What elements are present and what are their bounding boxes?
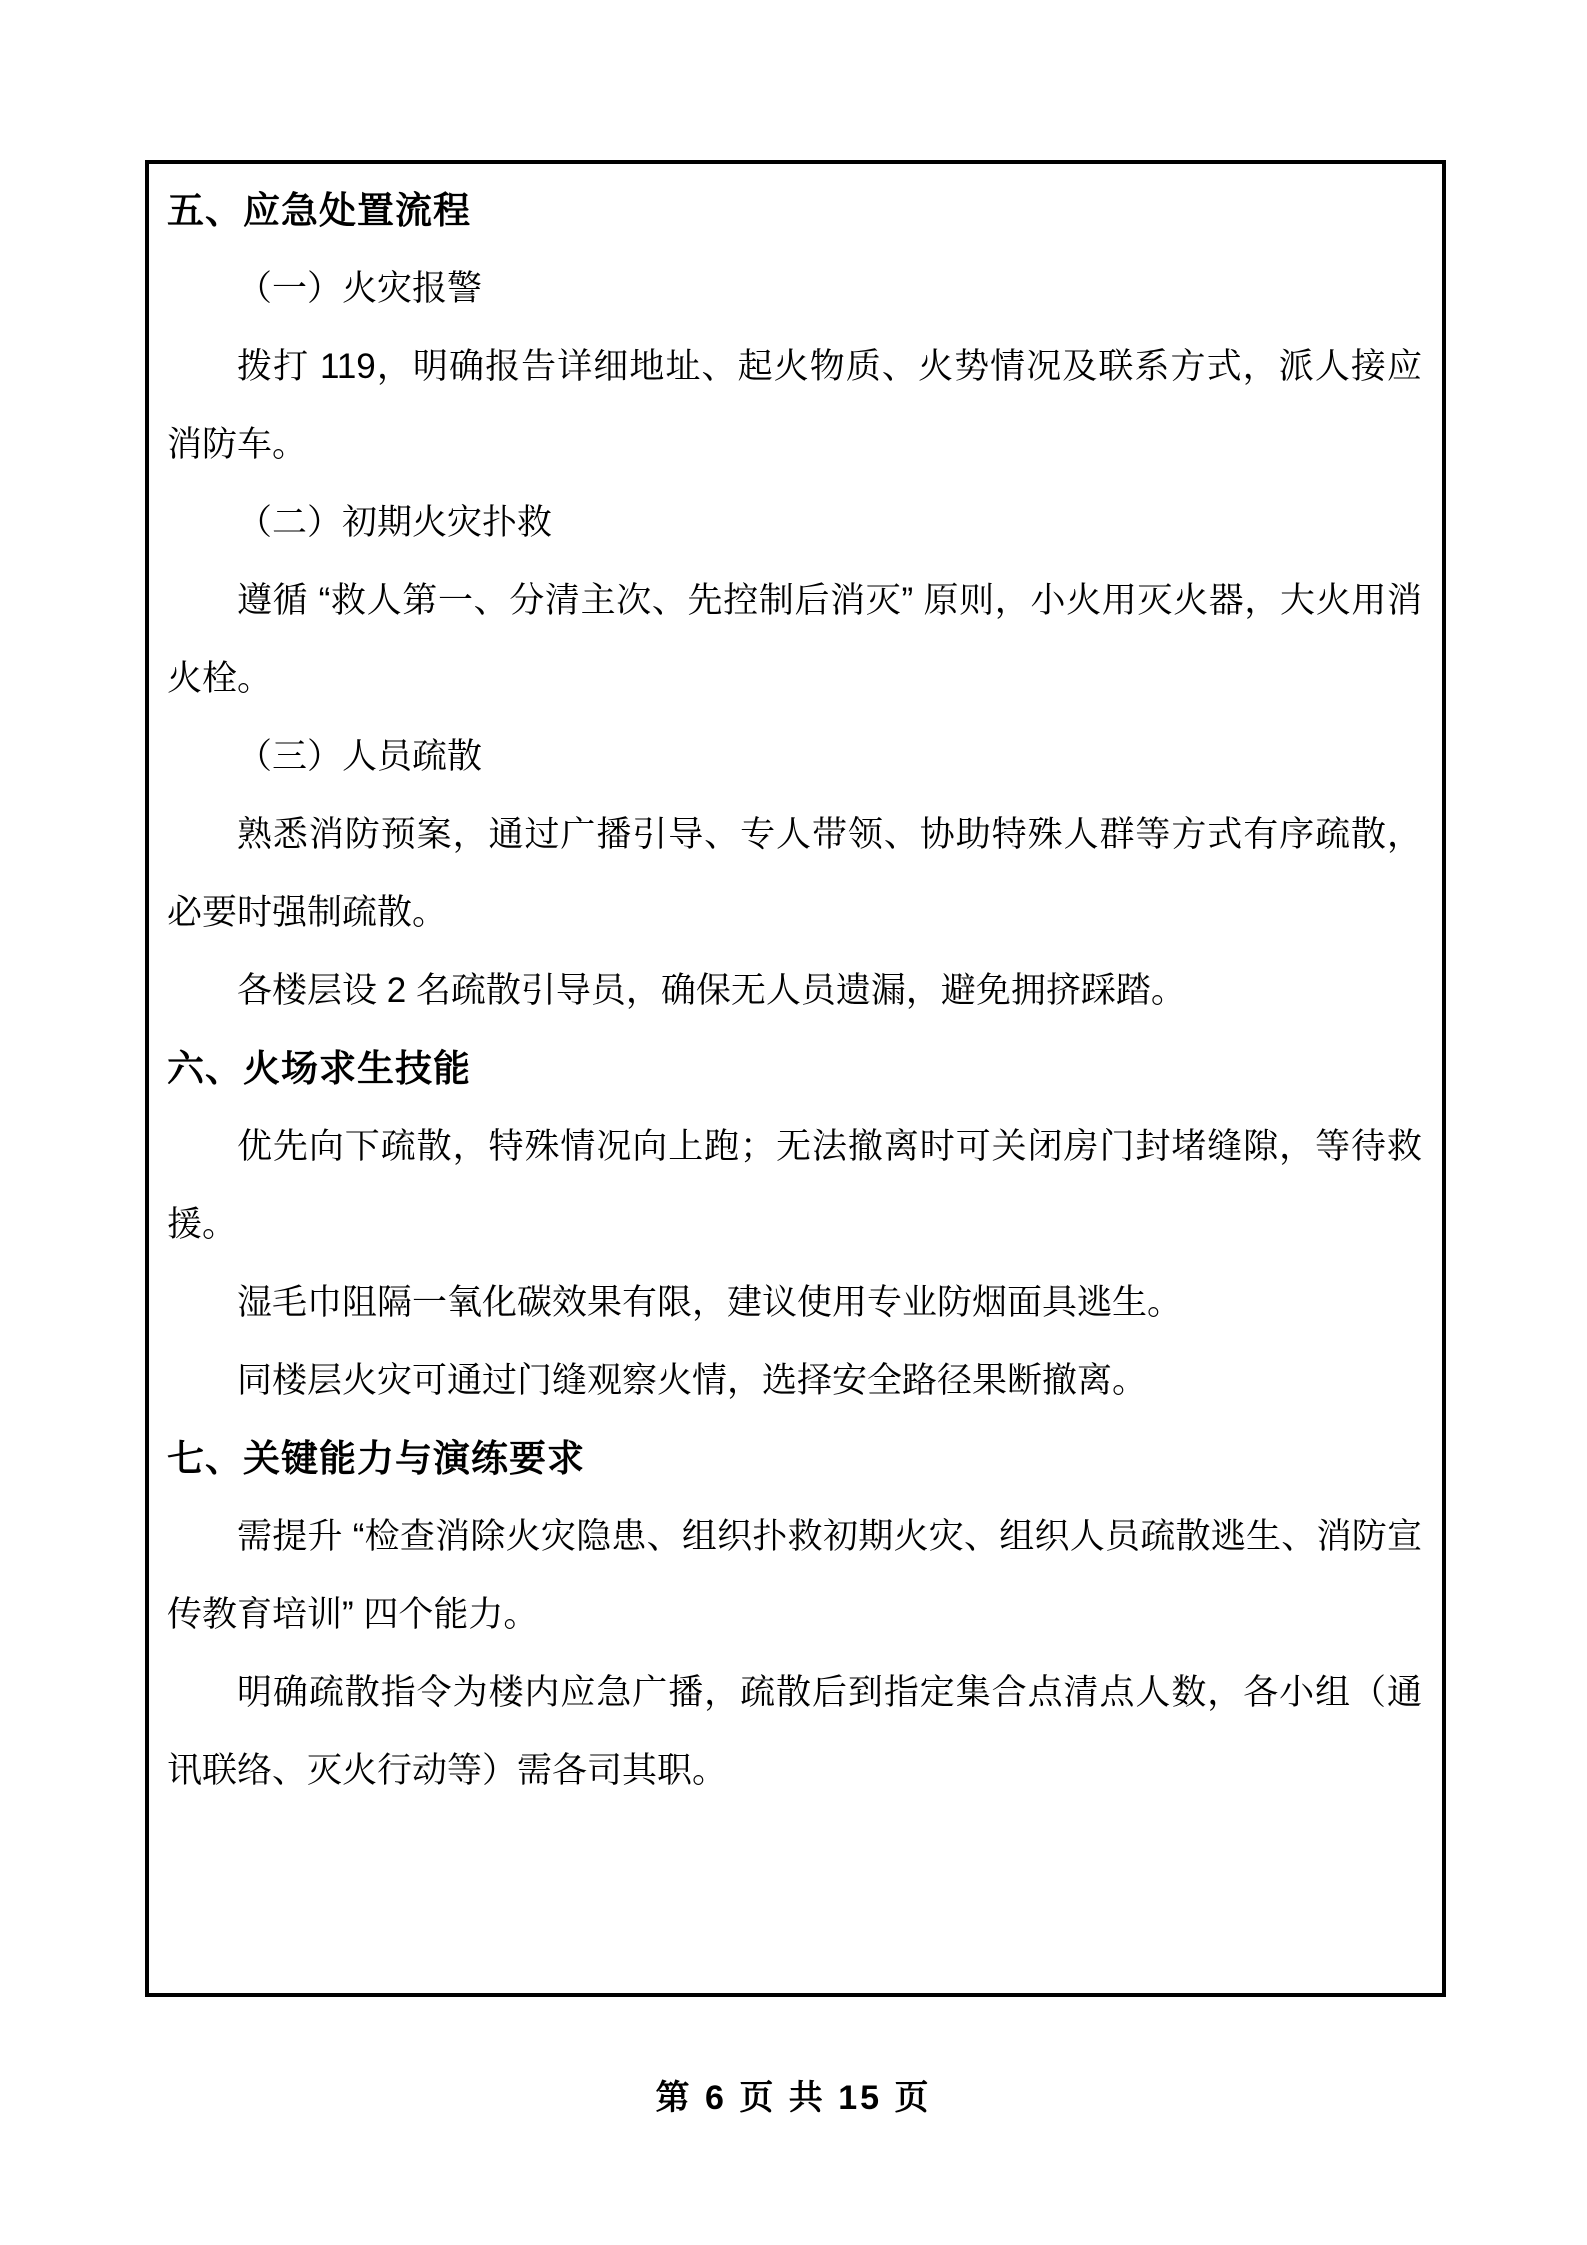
paragraph-evacuation-command: 明确疏散指令为楼内应急广播，疏散后到指定集合点清点人数，各小组（通讯联络、灭火行动等）需各司其职。 [167,1673,1422,1790]
section-heading-5: 五、应急处置流程 [167,190,471,231]
paragraph-wet-towel: 湿毛巾阻隔一氧化碳效果有限，建议使用专业防烟面具逃生。 [237,1283,1183,1322]
paragraph-floor-guides: 各楼层设 2 名疏散引导员，确保无人员遗漏，避免拥挤踩踏。 [237,971,1186,1010]
section-heading-6: 六、火场求生技能 [167,1048,471,1089]
paragraph-four-abilities: 需提升 “检查消除火灾隐患、组织扑救初期火灾、组织人员疏散逃生、消防宣传教育培训” 四个能力。 [167,1517,1422,1634]
document-body [167,172,1422,1810]
paragraph-same-floor-fire: 同楼层火灾可通过门缝观察火情，选择安全路径果断撤离。 [237,1361,1148,1400]
sub-heading-5-1: （一）火灾报警 [237,269,483,308]
paragraph-evacuation-plan: 熟悉消防预案，通过广播引导、专人带领、协助特殊人群等方式有序疏散，必要时强制疏散。 [167,815,1422,932]
paragraph-escape-downward: 优先向下疏散，特殊情况向上跑；无法撤离时可关闭房门封堵缝隙，等待救援。 [167,1127,1422,1244]
section-heading-7: 七、关键能力与演练要求 [167,1438,585,1479]
sub-heading-5-3: （三）人员疏散 [237,737,483,776]
document-content-frame [145,160,1446,1997]
sub-heading-5-2: （二）初期火灾扑救 [237,503,553,542]
page-footer: 第 6 页 共 15 页 [655,2079,932,2117]
paragraph-initial-firefighting: 遵循 “救人第一、分清主次、先控制后消灭” 原则，小火用灭火器，大火用消火栓。 [167,581,1422,698]
paragraph-fire-alarm: 拨打 119，明确报告详细地址、起火物质、火势情况及联系方式，派人接应消防车。 [167,347,1422,464]
